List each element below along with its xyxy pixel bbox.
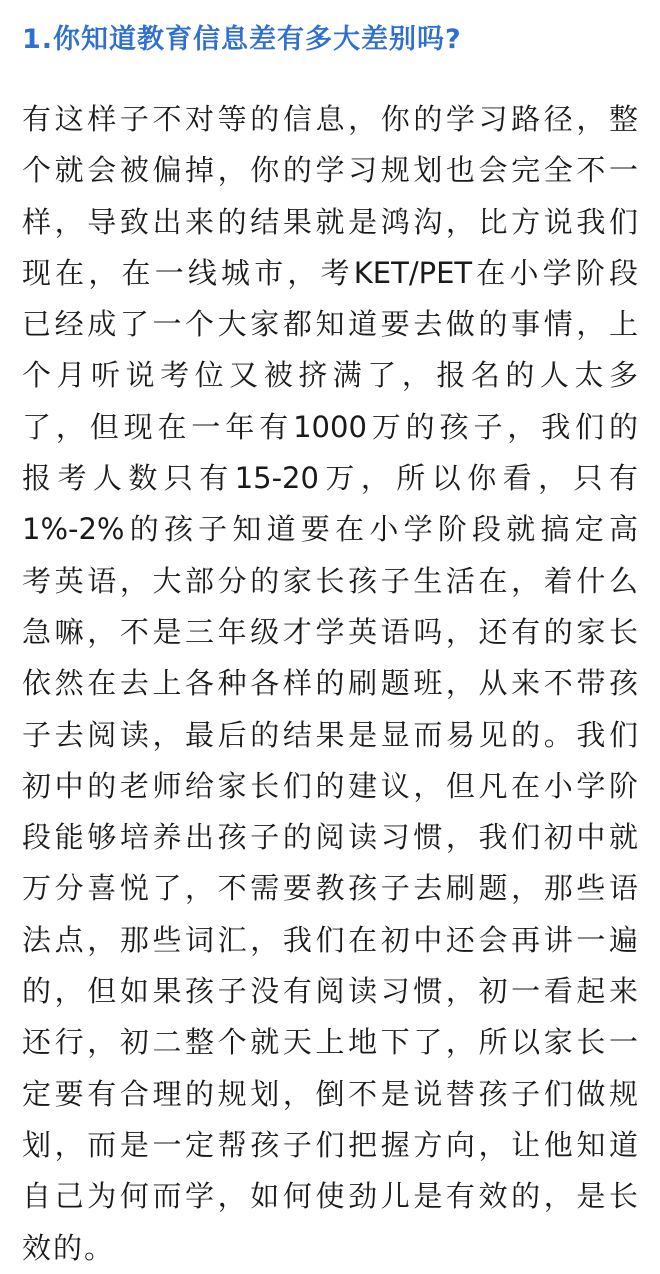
- text-line: 了，但现在一年有1000万的孩子，我们的: [22, 409, 638, 444]
- text-line: 考英语，大部分的家长孩子生活在，着什么: [22, 563, 638, 598]
- text-line: 依然在去上各种各样的刷题班，从来不带孩: [22, 666, 638, 701]
- text-line: 样，导致出来的结果就是鸿沟，比方说我们: [22, 204, 638, 239]
- text-line: 子去阅读，最后的结果是显而易见的。我们: [22, 717, 638, 752]
- article-body: [22, 94, 638, 1274]
- text-line: 报考人数只有15-20万，所以你看，只有: [22, 461, 638, 496]
- text-line: 个就会被偏掉，你的学习规划也会完全不一: [22, 153, 638, 188]
- text-line: 已经成了一个大家都知道要去做的事情，上: [22, 307, 638, 342]
- text-line: 现在，在一线城市，考KET/PET在小学阶段: [22, 255, 638, 290]
- text-line: 1%-2%的孩子知道要在小学阶段就搞定高: [22, 512, 638, 547]
- text-line: 自己为何而学，如何使劲儿是有效的，是长: [22, 1179, 638, 1214]
- text-line: 定要有合理的规划，倒不是说替孩子们做规: [22, 1076, 638, 1111]
- text-line: 万分喜悦了，不需要教孩子去刷题，那些语: [22, 871, 638, 906]
- text-line: 急嘛，不是三年级才学英语吗，还有的家长: [22, 614, 638, 649]
- section-heading: 1.你知道教育信息差有多大差别吗?: [22, 24, 462, 55]
- text-line: 个月听说考位又被挤满了，报名的人太多: [22, 358, 638, 393]
- text-line: 效的。: [22, 1230, 116, 1265]
- text-line: 段能够培养出孩子的阅读习惯，我们初中就: [22, 820, 638, 855]
- text-line: 有这样子不对等的信息，你的学习路径，整: [22, 102, 638, 136]
- text-line: 还行，初二整个就天上地下了，所以家长一: [22, 1025, 638, 1060]
- text-line: 初中的老师给家长们的建议，但凡在小学阶: [22, 768, 638, 803]
- text-line: 的，但如果孩子没有阅读习惯，初一看起来: [22, 974, 638, 1009]
- text-line: 划，而是一定帮孩子们把握方向，让他知道: [22, 1127, 638, 1162]
- text-line: 法点，那些词汇，我们在初中还会再讲一遍: [22, 922, 638, 957]
